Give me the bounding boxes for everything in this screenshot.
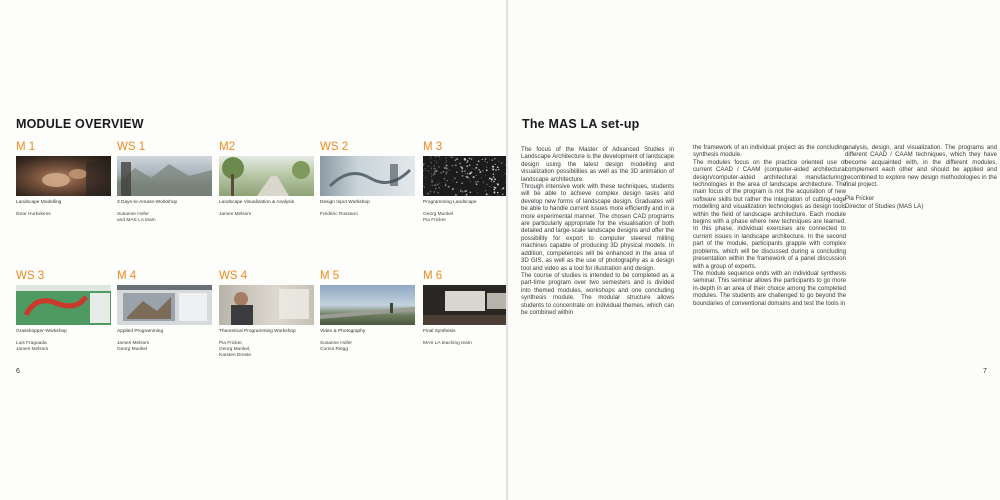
particle-dot	[437, 183, 439, 185]
particle-dot	[469, 173, 470, 174]
particle-dot	[445, 184, 447, 186]
particle-dot	[431, 164, 432, 165]
text-column-2	[693, 144, 846, 307]
particle-dot	[455, 164, 457, 166]
person-name: MAS LA teaching team	[423, 341, 472, 346]
particle-dot	[445, 182, 446, 183]
particle-dot	[495, 169, 496, 170]
module-code: WS 4	[219, 270, 248, 282]
module-card-m6	[423, 270, 519, 347]
particle-dot	[482, 170, 483, 171]
particle-dot	[493, 176, 494, 177]
particle-dot	[492, 159, 493, 160]
tree-path-render	[219, 156, 314, 196]
particle-dot	[456, 158, 458, 160]
particle-dot	[502, 187, 504, 189]
particle-dot	[494, 191, 496, 193]
particle-dot	[433, 173, 435, 175]
module-card-m2	[219, 141, 315, 218]
particle-dot	[447, 180, 448, 181]
module-card-m3	[423, 141, 519, 224]
particle-dot	[497, 192, 498, 193]
particle-dot	[430, 158, 431, 159]
particle-dot	[454, 157, 455, 158]
module-people	[16, 341, 112, 353]
particle-dot	[492, 168, 493, 169]
particle-dot	[493, 189, 495, 191]
particle-dot	[451, 156, 453, 158]
person-name: James Melsom	[16, 347, 49, 352]
particle-dot	[485, 175, 486, 176]
module-card-m4	[117, 270, 213, 353]
particle-dot	[471, 158, 473, 160]
particle-dot	[491, 178, 493, 180]
person-name: Luis Fraguada	[16, 341, 47, 346]
particle-dot	[461, 168, 463, 170]
module-people	[423, 212, 519, 224]
presentation-screen-photo	[320, 156, 415, 196]
particle-dot	[476, 183, 478, 185]
column-text: The focus of the Master of Advanced Studies in Landscape Architecture is the development of landscape design using the latest design modelling and visualization possibilities as well as the 3D animation of landscape architecture. Through intensive work with these techniques, students will be able to achieve complex design tasks and develop new forms of landscape design. Graduates will be able to handle current issues more efficiently and in a more experimental manner. The chosen CAD programs are particularly appropriate for the visualisation of both detailed and large-scale landscape designs and offer the possibility for export to computer steered milling machines capable of producing 3D physical models. In addition, competences will be enhanced in the area of 3D GIS, as well as the use of photography as a design tool and video as a tool for illustration and design. The course of studies is intended to be completed as a part-time program over two semesters and is divided into themed modules, workshops and one concluding synthesis module. The modular structure allows students to concentrate on individual themes, which can be combined within	[521, 146, 674, 316]
module-code: M 1	[16, 141, 36, 153]
particle-dot	[439, 158, 440, 159]
module-title: Design Input Workshop	[320, 200, 370, 205]
particle-dot	[485, 190, 486, 191]
module-card-ws1	[117, 141, 213, 224]
module-code: M 6	[423, 270, 443, 282]
particle-dot	[460, 189, 461, 190]
particle-dot	[467, 177, 469, 179]
particle-dot	[485, 161, 486, 162]
particle-dot	[431, 179, 432, 180]
particle-dot	[423, 170, 424, 172]
mas-la-setup-heading: The MAS LA set-up	[522, 117, 640, 131]
particle-dot	[436, 161, 437, 162]
module-code: M 4	[117, 270, 137, 282]
particle-dot	[466, 190, 467, 191]
particle-dot	[464, 158, 466, 160]
particle-dot	[469, 158, 470, 159]
module-code: WS 2	[320, 141, 349, 153]
particle-dot	[501, 189, 502, 190]
particle-dot	[459, 163, 461, 165]
page-number: 7	[983, 368, 987, 375]
particle-dot	[477, 192, 478, 193]
module-title: Programming Landscape	[423, 200, 477, 205]
module-people	[16, 212, 112, 218]
particle-dot	[434, 165, 435, 166]
particle-dot	[467, 173, 468, 174]
photo-shapes	[320, 285, 415, 325]
module-title: Landscape Visualization & Analysis	[219, 200, 295, 205]
particle-dot	[466, 165, 468, 167]
particle-pattern-image	[423, 156, 518, 196]
module-card-ws3	[16, 270, 112, 353]
particle-dot	[434, 184, 436, 186]
particle-dot	[495, 187, 497, 189]
particle-dot	[473, 176, 475, 178]
particle-dot	[429, 172, 430, 173]
text-column-1	[521, 146, 674, 316]
person-name: Karsten Droste	[219, 353, 251, 358]
particle-dot	[460, 190, 462, 192]
person-name: Pia Fricker	[423, 218, 446, 223]
photo-shapes	[16, 156, 111, 196]
particle-dot	[449, 170, 450, 171]
particle-dot	[431, 168, 432, 169]
particle-dot	[475, 167, 477, 169]
particle-dot	[478, 169, 480, 171]
text-column-3	[845, 144, 997, 210]
particle-dot	[434, 160, 435, 161]
page-number: 6	[16, 368, 20, 375]
particle-dot	[424, 163, 425, 164]
particle-dot	[461, 182, 463, 184]
particle-dot	[423, 194, 424, 196]
particle-dot	[498, 169, 499, 170]
particle-dot	[465, 194, 467, 196]
particle-dot	[444, 171, 445, 172]
particle-dot	[464, 170, 465, 171]
module-code: M2	[219, 141, 235, 153]
module-overview-heading: MODULE OVERVIEW	[16, 117, 144, 131]
person-name: Ilmar Hurkxkens	[16, 212, 51, 217]
particle-dot	[486, 193, 488, 195]
particle-dot	[476, 164, 478, 166]
particle-dot	[488, 179, 489, 180]
module-people	[219, 212, 315, 218]
landscape-sky-photo	[320, 285, 415, 325]
module-people	[117, 341, 213, 353]
signature-name: Pia Fricker	[845, 195, 875, 203]
particle-dot	[446, 157, 447, 158]
particle-dot	[489, 177, 491, 179]
hands-modelling-photo	[16, 156, 111, 196]
particle-dot	[438, 166, 439, 167]
particle-dot	[427, 170, 428, 171]
particle-dot	[446, 167, 448, 169]
software-screenshot	[117, 285, 212, 325]
particle-dot	[431, 176, 432, 177]
particle-dot	[437, 170, 438, 171]
particle-dot	[424, 187, 425, 188]
particle-dot	[478, 160, 480, 162]
module-title: Applied Programming	[117, 329, 164, 334]
module-title: Final Synthesis	[423, 329, 456, 334]
mountain-landscape-photo	[117, 156, 212, 196]
particle-dot	[494, 178, 496, 180]
particle-dot	[434, 168, 435, 169]
particle-dot	[485, 158, 486, 159]
module-people	[423, 341, 519, 347]
module-card-m5	[320, 270, 416, 353]
signature	[845, 195, 997, 210]
signature-role: Director of Studies (MAS LA)	[845, 202, 924, 210]
particle-dot	[444, 167, 445, 168]
particle-dot	[430, 193, 431, 194]
photo-shapes	[16, 285, 111, 325]
particle-dot	[492, 168, 494, 170]
particle-dot	[425, 177, 426, 178]
particle-dots	[423, 156, 518, 196]
column-text: analysis, design, and visualization. The programs and different CAAD / CAAM techniques, which they have become acquainted with, in the different modules, complement each other and should be applied and recombined to explore new design methodologies in the final project.	[845, 144, 997, 189]
particle-dot	[464, 190, 466, 192]
photo-shapes	[219, 156, 314, 196]
particle-dot	[470, 191, 472, 193]
grasshopper-screenshot	[16, 285, 111, 325]
particle-dot	[438, 187, 440, 189]
module-people	[320, 212, 416, 218]
particle-dot	[431, 175, 432, 176]
particle-dot	[502, 194, 503, 195]
particle-dot	[452, 180, 453, 181]
photo-shapes	[320, 156, 415, 196]
module-people	[117, 212, 213, 224]
particle-dot	[436, 162, 437, 163]
person-name: Corina Riegg	[320, 347, 348, 352]
particle-dot	[489, 186, 490, 187]
particle-dot	[456, 171, 458, 173]
particle-dot	[428, 166, 429, 167]
particle-dot	[440, 172, 441, 173]
particle-dot	[444, 178, 446, 180]
particle-dot	[487, 184, 488, 185]
module-title: Theoretical Programming Workshop	[219, 329, 296, 334]
module-card-ws4	[219, 270, 315, 359]
module-title: Video & Photography	[320, 329, 366, 334]
particle-dot	[462, 191, 464, 193]
particle-dot	[470, 181, 471, 182]
person-name: Susanne Hofer	[117, 212, 149, 217]
particle-dot	[423, 186, 424, 187]
particle-dot	[495, 164, 496, 165]
particle-dot	[492, 166, 494, 168]
particle-dot	[438, 156, 440, 157]
particle-dot	[439, 182, 440, 183]
particle-dot	[448, 186, 450, 188]
person-name: Georg Munkel	[423, 212, 454, 217]
particle-dot	[501, 163, 502, 164]
person-name: Georg Munkel	[117, 347, 148, 352]
particle-dot	[425, 168, 426, 169]
particle-dot	[432, 185, 433, 186]
particle-dot	[446, 160, 447, 161]
particle-dot	[445, 173, 446, 174]
particle-dot	[449, 156, 450, 157]
person-name: and MAS LA team	[117, 218, 156, 223]
particle-dot	[465, 173, 466, 174]
column-text: the framework of an individual project as the concluding synthesis module. The modules focus on the practice oriented use of current CAAD / CAAM (computer-aided architectural design/computer-aided architectural manufacturing) technologies in the area of landscape architecture. The main focus of the program is not the acquisition of new software skills but rather the integration of cutting-edge modelling and visualization technologies as design tools within the field of landscape architecture. Each module begins with a phase where new techniques are learned. In this phase, individual exercises are connected to current issues in landscape architecture. In the second part of the module, participants grapple with complex problems, which will be discussed during a concluding presentation within the framework of a panel discussion with a group of experts. The module sequence ends with an individual synthesis seminar. This seminar allows the participants to go more in-depth in an area of their choice among the completed modules. The students are challenged to go beyond the boundaries of conventional domains and test the tools in	[693, 144, 846, 307]
right-page	[508, 0, 1000, 500]
particle-dot	[475, 169, 476, 170]
particle-dot	[456, 182, 458, 184]
particle-dot	[469, 178, 470, 179]
particle-dot	[476, 175, 477, 176]
particle-dot	[486, 184, 487, 185]
particle-dot	[435, 188, 437, 190]
photo-shapes	[219, 285, 314, 325]
particle-dot	[477, 181, 478, 182]
particle-dot	[486, 169, 488, 171]
particle-dot	[469, 164, 471, 166]
particle-dot	[491, 181, 492, 182]
particle-dot	[490, 195, 491, 196]
module-card-m1	[16, 141, 112, 218]
particle-dot	[430, 162, 431, 163]
person-name: James Melsom	[117, 341, 150, 346]
particle-dot	[460, 166, 462, 168]
particle-dot	[470, 172, 472, 174]
particle-dot	[427, 193, 429, 195]
particle-dot	[497, 166, 499, 168]
person-name: Pia Fricker,	[219, 341, 243, 346]
photo-shapes	[117, 156, 212, 196]
photo-shapes	[117, 285, 212, 325]
particle-dot	[455, 194, 457, 196]
particle-dot	[482, 159, 483, 160]
particle-dot	[493, 173, 494, 174]
person-name: James Melsom	[219, 212, 252, 217]
module-title: 3 Days-to-Amaze-Workshop	[117, 200, 178, 205]
portrait-photo	[219, 285, 314, 325]
particle-dot	[435, 156, 437, 157]
particle-dot	[475, 181, 476, 182]
particle-dot	[431, 173, 432, 174]
particle-dot	[454, 178, 456, 180]
particle-dot	[430, 156, 431, 157]
particle-dot	[431, 170, 432, 171]
particle-dot	[452, 165, 453, 166]
particle-dot	[423, 164, 424, 166]
particle-dot	[431, 180, 433, 182]
module-code: WS 1	[117, 141, 146, 153]
particle-dot	[497, 184, 499, 186]
particle-dot	[437, 192, 439, 194]
photo-shapes	[423, 285, 518, 325]
lecture-hall-photo	[423, 285, 518, 325]
person-name: Susanne Hofer	[320, 341, 352, 346]
module-title: Grasshopper-Workshop	[16, 329, 67, 334]
person-name: Frédéric Rossano	[320, 212, 358, 217]
particle-dot	[466, 162, 467, 163]
particle-dot	[473, 168, 474, 169]
module-people	[320, 341, 416, 353]
particle-dot	[454, 159, 456, 161]
particle-dot	[433, 174, 434, 175]
particle-dot	[446, 162, 447, 163]
module-card-ws2	[320, 141, 416, 218]
particle-dot	[452, 188, 454, 190]
particle-dot	[499, 161, 500, 162]
module-code: M 5	[320, 270, 340, 282]
particle-dot	[497, 195, 498, 196]
particle-dot	[423, 175, 424, 176]
module-code: M 3	[423, 141, 443, 153]
particle-dot	[423, 180, 424, 181]
particle-dot	[493, 181, 494, 182]
particle-dot	[434, 191, 436, 193]
particle-dot	[494, 158, 495, 159]
particle-dot	[481, 177, 482, 178]
module-code: WS 3	[16, 270, 45, 282]
particle-dot	[446, 165, 448, 167]
module-title: Landscape Modelling	[16, 200, 62, 205]
particle-dot	[430, 190, 432, 192]
particle-dot	[461, 170, 463, 172]
particle-dot	[487, 162, 488, 163]
module-people	[219, 341, 315, 359]
person-name: Georg Munkel,	[219, 347, 251, 352]
particle-dot	[462, 175, 464, 177]
particle-dot	[481, 171, 482, 172]
particle-dot	[486, 167, 487, 168]
particle-dot	[446, 171, 447, 172]
particle-dot	[483, 182, 484, 183]
